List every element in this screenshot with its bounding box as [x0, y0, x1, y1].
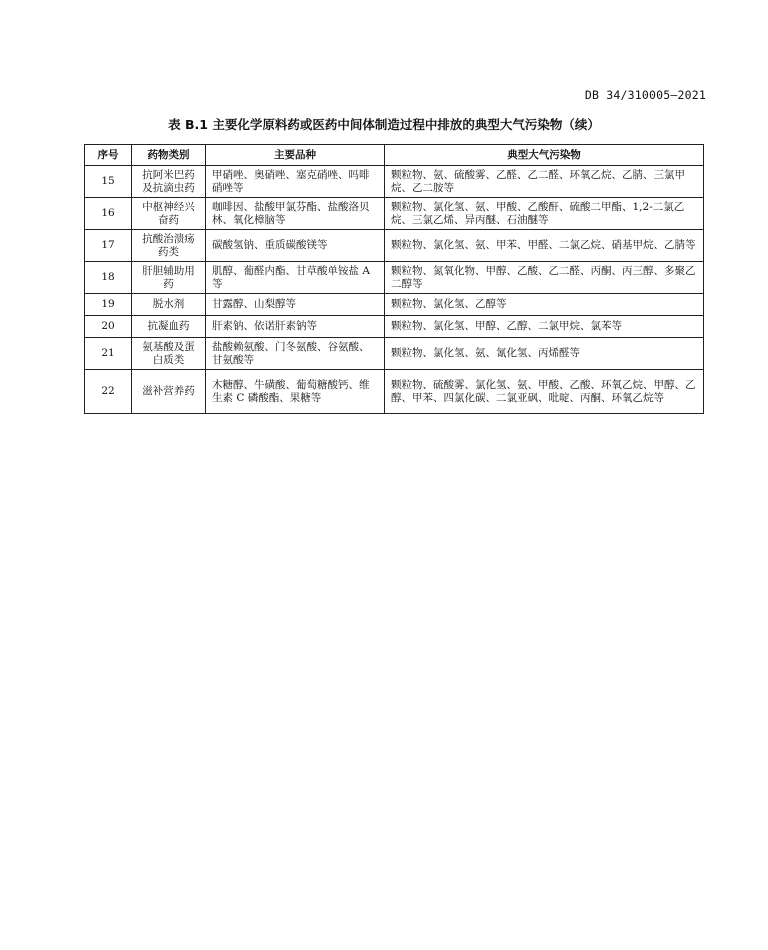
cell-varieties: 碳酸氢钠、重质碳酸镁等 [206, 230, 385, 262]
document-code: DB 34/310005—2021 [584, 88, 706, 102]
cell-category: 抗阿米巴药及抗滴虫药 [132, 166, 206, 198]
cell-pollutants: 颗粒物、氯化氢、氨、甲苯、甲醛、二氯乙烷、硝基甲烷、乙腈等 [385, 230, 704, 262]
cell-no: 15 [85, 166, 132, 198]
table-row [85, 262, 704, 294]
cell-no: 22 [85, 370, 132, 414]
cell-varieties: 肝素钠、依诺肝素钠等 [206, 316, 385, 338]
table-header-row [85, 145, 704, 166]
cell-category: 氨基酸及蛋白质类 [132, 338, 206, 370]
table-body [85, 166, 704, 414]
table-row [85, 316, 704, 338]
cell-varieties: 木糖醇、牛磺酸、葡萄糖酸钙、维生素 C 磷酸酯、果糖等 [206, 370, 385, 414]
cell-varieties: 甘露醇、山梨醇等 [206, 294, 385, 316]
cell-category: 抗酸治溃疡药类 [132, 230, 206, 262]
cell-no: 16 [85, 198, 132, 230]
table-row [85, 230, 704, 262]
table-row [85, 294, 704, 316]
cell-pollutants: 颗粒物、氯化氢、甲醇、乙醇、二氯甲烷、氯苯等 [385, 316, 704, 338]
cell-category: 肝胆辅助用药 [132, 262, 206, 294]
cell-varieties: 盐酸赖氨酸、门冬氨酸、谷氨酸、甘氨酸等 [206, 338, 385, 370]
pollutant-table [84, 144, 704, 414]
cell-category: 抗凝血药 [132, 316, 206, 338]
table-row [85, 166, 704, 198]
cell-category: 中枢神经兴奋药 [132, 198, 206, 230]
cell-varieties: 咖啡因、盐酸甲氯芬酯、盐酸洛贝林、氧化樟脑等 [206, 198, 385, 230]
cell-no: 19 [85, 294, 132, 316]
cell-category: 脱水剂 [132, 294, 206, 316]
cell-pollutants: 颗粒物、氯化氢、乙醇等 [385, 294, 704, 316]
cell-varieties: 肌醇、葡醛内酯、甘草酸单铵盐 A 等 [206, 262, 385, 294]
col-header-varieties: 主要品种 [206, 145, 385, 166]
table-row [85, 198, 704, 230]
cell-no: 20 [85, 316, 132, 338]
cell-no: 18 [85, 262, 132, 294]
cell-varieties: 甲硝唑、奥硝唑、塞克硝唑、吗啡硝唑等 [206, 166, 385, 198]
cell-pollutants: 颗粒物、氯化氢、氨、甲酸、乙酸酐、硫酸二甲酯、1,2-二氯乙烷、三氯乙烯、异丙醚、石油醚等 [385, 198, 704, 230]
cell-pollutants: 颗粒物、氯化氢、氨、氰化氢、丙烯醛等 [385, 338, 704, 370]
cell-category: 滋补营养药 [132, 370, 206, 414]
table-title: 表 B.1 主要化学原料药或医药中间体制造过程中排放的典型大气污染物（续） [168, 117, 600, 132]
cell-pollutants: 颗粒物、氮氧化物、甲醇、乙酸、乙二醛、丙酮、丙三醇、多聚乙二醇等 [385, 262, 704, 294]
table-row [85, 338, 704, 370]
col-header-pollutants: 典型大气污染物 [385, 145, 704, 166]
cell-pollutants: 颗粒物、硫酸雾、氯化氢、氨、甲酸、乙酸、环氧乙烷、甲醇、乙醇、甲苯、四氯化碳、二氯亚砜、吡啶、丙酮、环氧乙烷等 [385, 370, 704, 414]
cell-no: 17 [85, 230, 132, 262]
table-row [85, 370, 704, 414]
cell-pollutants: 颗粒物、氨、硫酸雾、乙醛、乙二醛、环氧乙烷、乙腈、三氯甲烷、乙二胺等 [385, 166, 704, 198]
cell-no: 21 [85, 338, 132, 370]
col-header-category: 药物类别 [132, 145, 206, 166]
col-header-no: 序号 [85, 145, 132, 166]
